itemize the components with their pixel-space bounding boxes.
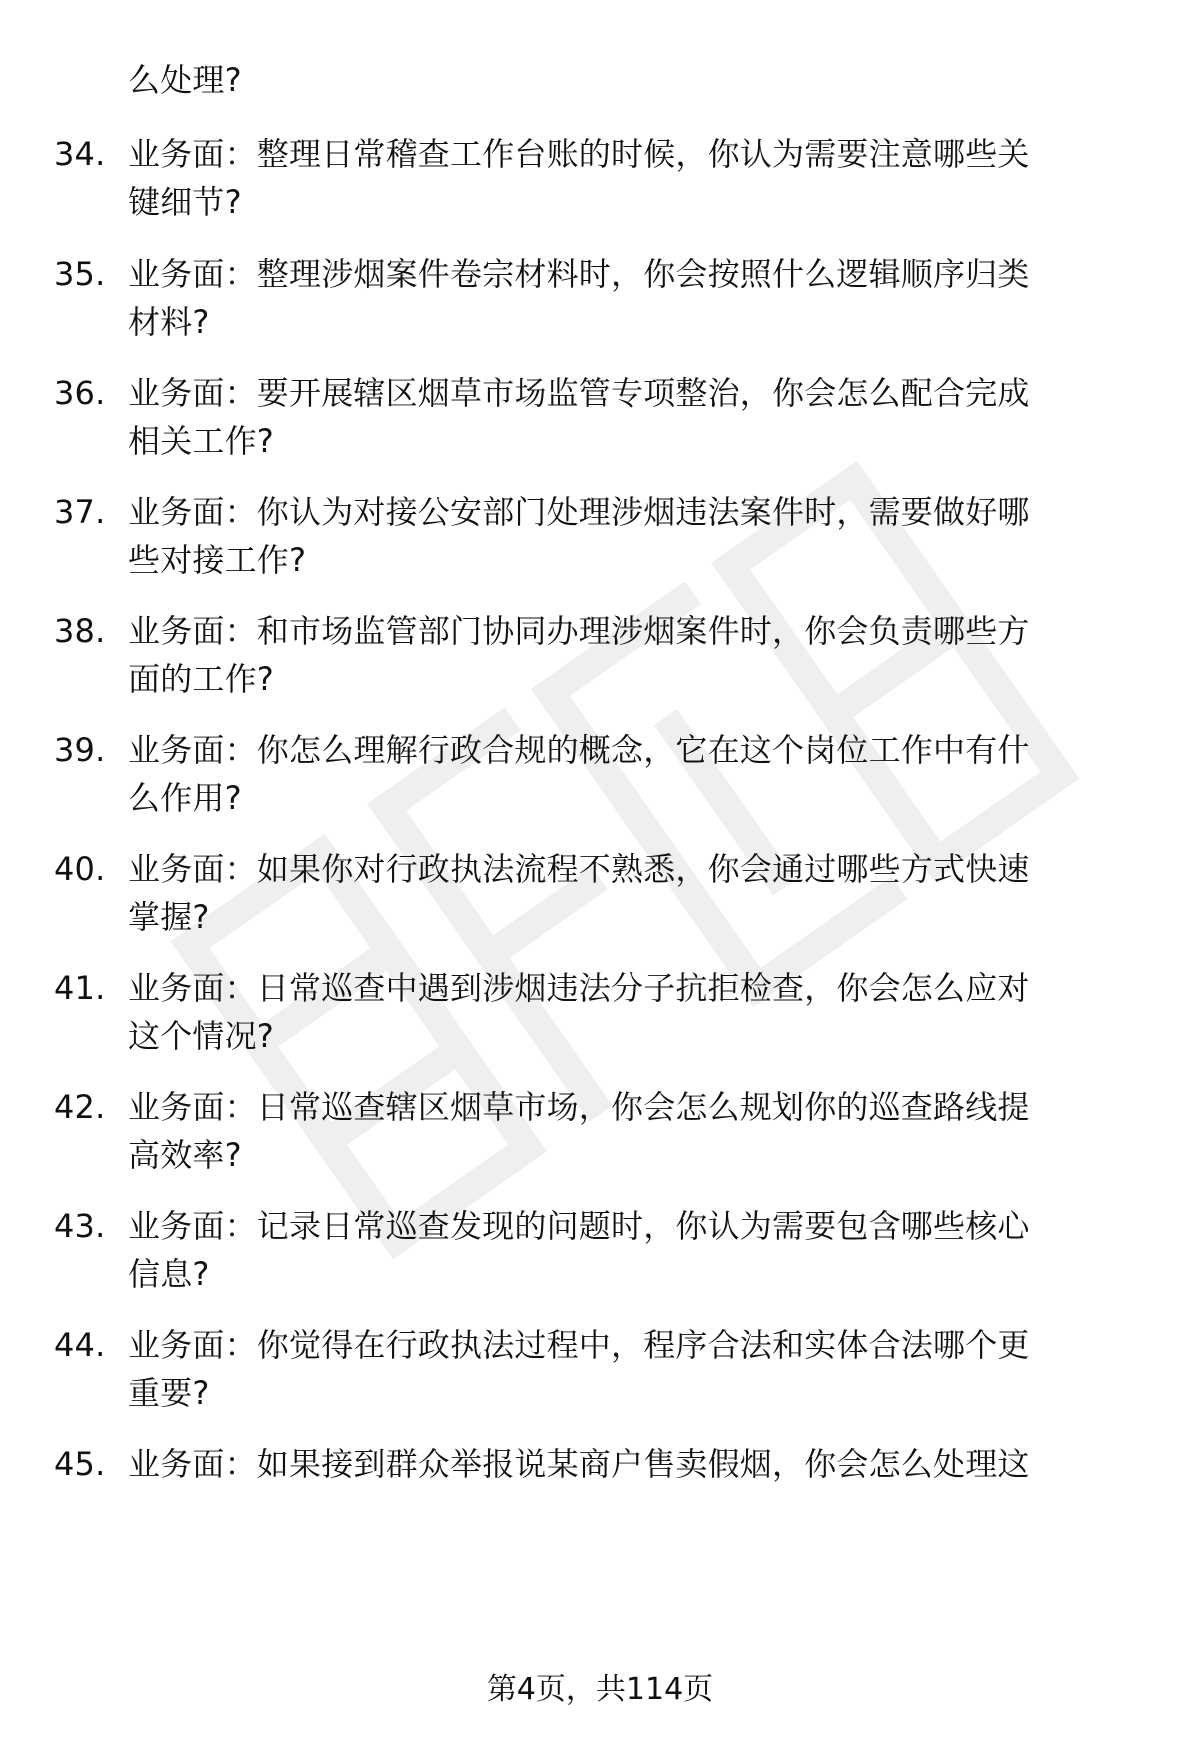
question-number: 43. — [54, 1207, 106, 1245]
question-text-line2: 材料? — [128, 303, 210, 341]
question-text-line1: 业务面：要开展辖区烟草市场监管专项整治，你会怎么配合完成 — [128, 374, 1030, 412]
question-text-line2: 么作用? — [128, 779, 242, 817]
question-text-line2: 信息? — [128, 1255, 210, 1293]
question-number: 37. — [54, 493, 106, 531]
question-text-line2: 重要? — [128, 1374, 210, 1412]
question-number: 38. — [54, 612, 106, 650]
question-text-line2: 高效率? — [128, 1136, 242, 1174]
question-number: 44. — [54, 1326, 106, 1364]
question-text-line1: 业务面：如果接到群众举报说某商户售卖假烟，你会怎么处理这 — [128, 1445, 1030, 1483]
question-text-line2: 键细节? — [128, 183, 242, 221]
continuation-line: 么处理? — [128, 61, 242, 99]
question-number: 35. — [54, 255, 106, 293]
question-text-line1: 业务面：整理日常稽查工作台账的时候，你认为需要注意哪些关 — [128, 135, 1030, 173]
question-number: 34. — [54, 135, 106, 173]
question-text-line1: 业务面：和市场监管部门协同办理涉烟案件时，你会负责哪些方 — [128, 612, 1030, 650]
question-text-line1: 业务面：日常巡查辖区烟草市场，你会怎么规划你的巡查路线提 — [128, 1088, 1030, 1126]
question-number: 45. — [54, 1445, 106, 1483]
question-text-line2: 这个情况? — [128, 1017, 274, 1055]
question-text-line1: 业务面：如果你对行政执法流程不熟悉，你会通过哪些方式快速 — [128, 850, 1030, 888]
page-footer: 第4页，共114页 — [486, 1672, 714, 1707]
question-text-line1: 业务面：日常巡查中遇到涉烟违法分子抗拒检查，你会怎么应对 — [128, 969, 1030, 1007]
question-number: 36. — [54, 374, 106, 412]
question-text-line1: 业务面：你认为对接公安部门处理涉烟违法案件时，需要做好哪 — [128, 493, 1030, 531]
question-text-line2: 面的工作? — [128, 660, 274, 698]
question-text-line2: 相关工作? — [128, 422, 274, 460]
question-text-line1: 业务面：记录日常巡查发现的问题时，你认为需要包含哪些核心 — [128, 1207, 1030, 1245]
question-text-line1: 业务面：整理涉烟案件卷宗材料时，你会按照什么逻辑顺序归类 — [128, 255, 1030, 293]
question-number: 40. — [54, 850, 106, 888]
question-text-line2: 些对接工作? — [128, 541, 307, 579]
question-text-line1: 业务面：你觉得在行政执法过程中，程序合法和实体合法哪个更 — [128, 1326, 1030, 1364]
question-text-line1: 业务面：你怎么理解行政合规的概念，它在这个岗位工作中有什 — [128, 731, 1030, 769]
question-number: 42. — [54, 1088, 106, 1126]
question-number: 39. — [54, 731, 106, 769]
question-text-line2: 掌握? — [128, 898, 210, 936]
question-number: 41. — [54, 969, 106, 1007]
